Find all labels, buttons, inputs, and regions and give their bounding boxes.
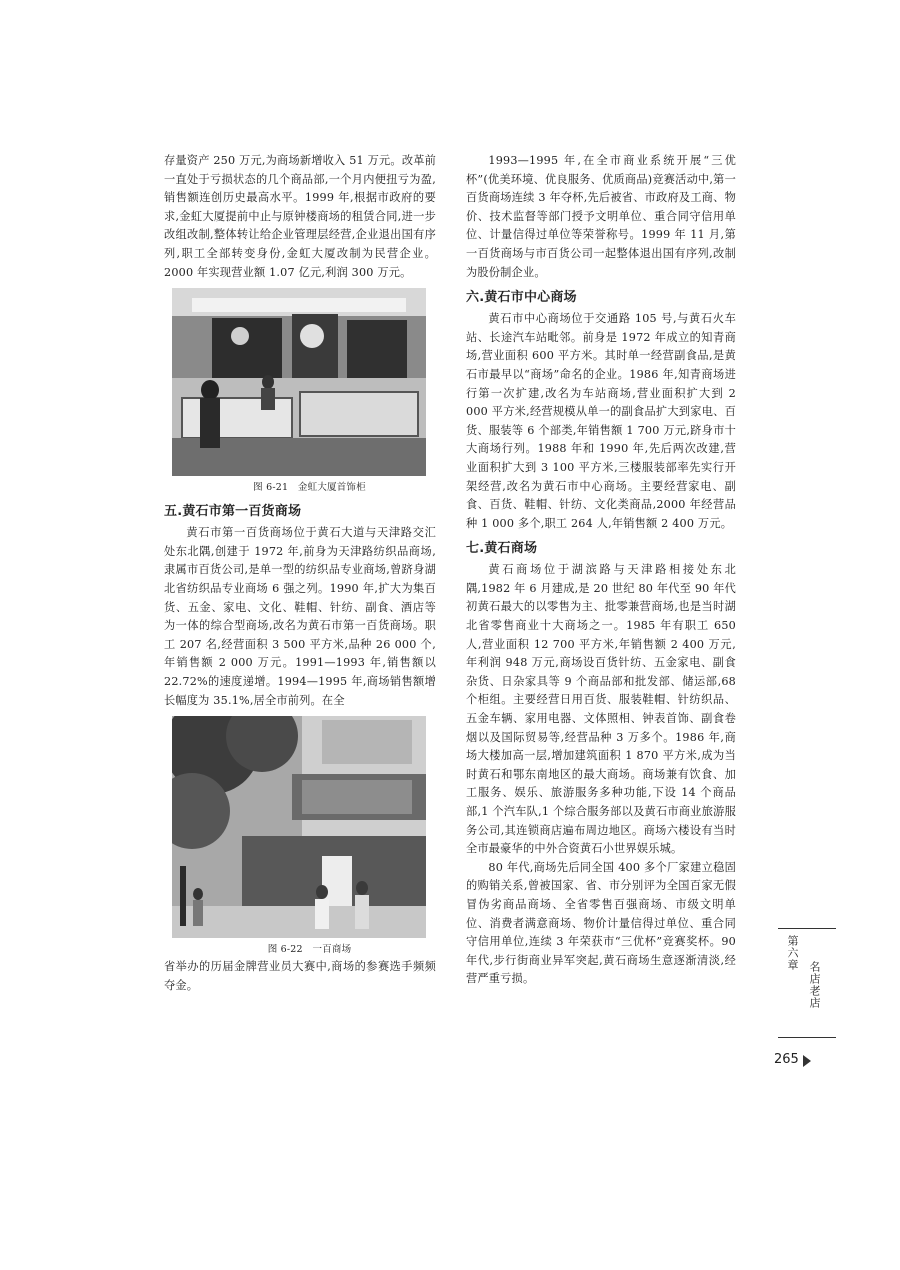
paragraph: 1993—1995 年,在全市商业系统开展“三优杯”(优美环境、优良服务、优质商品)竞赛活动中,第一百货商场连续 3 年夺杯,先后被省、市政府及工商、物价、技术监督等部门授予文明单位、重合同守信用单位、计量信得过单位等荣誉称号。1999 年 11 月,第一百货商场与市百货公司一起整体退出国有序列,改制为股份制企业。: [466, 154, 736, 279]
paragraph: 省举办的历届金牌营业员大赛中,商场的参赛选手频频夺金。: [164, 960, 436, 992]
chapter-topic: 名店老店: [808, 961, 821, 1009]
paragraph: 黄石商场位于湖滨路与天津路相接处东北隅,1982 年 6 月建成,是 20 世纪 80 年代至 90 年代初黄石最大的以零售为主、批零兼营商场,也是当时湖北省零售商业十大商场之一。1985 年有职工 650 人,营业面积 12 700 平方米,年销售额 2 400 万元,年利润 948 万元,商场设百货针纺、五金家电、副食杂货、日杂家具等 9 个商品部和批发部、储运部,68 个柜组。主要经营日用百货、服装鞋帽、针纺织品、五金车辆、家用电器、文体照相、钟表首饰、副食卷烟以及国际贸易等,经营品种 3 万多个。1986 年,商场大楼加高一层,增加建筑面积 1 870 平方米,成为当时黄石和鄂东南地区的最大商场。商场兼有饮食、加工服务、娱乐、旅游服务多种功能,下设 14 个商品部,1 个汽车队,1 个综合服务部以及黄石市商业旅游服务公司,其连锁商店遍布周边地区。商场六楼设有当时全市最豪华的中外合资黄石小世界娱乐城。: [466, 563, 736, 856]
paragraph: 黄石市第一百货商场位于黄石大道与天津路交汇处东北隅,创建于 1972 年,前身为天津路纺织品商场,隶属市百货公司,是单一型的纺织品专业商场,曾跻身湖北省纺织品专业商场 6 强之列。1990 年,扩大为集百货、五金、家电、文化、鞋帽、针纺、副食、酒店等为一体的综合型商场,改名为黄石市第一百货商场。职工 207 名,经营面积 3 500 平方米,品种 26 000 个,年销售额 2 000 万元。1991—1993 年,销售额以 22.72%的速度递增。1994—1995 年,商场销售额增长幅度为 35.1%,居全市前列。在全: [164, 526, 436, 707]
figure-caption: 图 6-21 金虹大厦首饰柜: [253, 482, 366, 494]
section-title: 五.黄石市第一百货商场: [164, 504, 302, 520]
chapter-sidebar: [778, 928, 836, 1038]
page-arrow-icon: [803, 1055, 811, 1067]
page-number: 265: [774, 1052, 799, 1067]
figure-jewelry-counter: [172, 288, 426, 476]
figure-department-store: [172, 716, 426, 938]
paragraph: 80 年代,商场先后同全国 400 多个厂家建立稳固的购销关系,曾被国家、省、市分别评为全国百家无假冒伪劣商品商场、全省零售百强商场、市级文明单位、消费者满意商场、物价计量信得过单位、重合同守信用单位,连续 3 年荣获市“三优杯”竞赛奖杯。90 年代,步行街商业异军突起,黄石商场生意逐渐清淡,经营严重亏损。: [466, 860, 736, 986]
department-store-photo: [172, 716, 426, 938]
left-column: [164, 152, 436, 995]
paragraph: 存量资产 250 万元,为商场新增收入 51 万元。改革前一直处于亏损状态的几个商品部,一个月内便扭亏为盈,销售额连创历史最高水平。1999 年,根据市政府的要求,金虹大厦提前中止与原钟楼商场的租赁合同,进一步改组改制,整体转让给企业管理层经营,企业退出国有序列,职工全部转变身份,金虹大厦改制为民营企业。2000 年实现营业额 1.07 亿元,利润 300 万元。: [164, 154, 436, 279]
section-title: 六.黄石市中心商场: [466, 290, 577, 306]
section-title: 七.黄石商场: [466, 541, 538, 557]
figure-caption: 图 6-22 一百商场: [267, 944, 352, 956]
jewelry-counter-photo: [172, 288, 426, 476]
paragraph: 黄石市中心商场位于交通路 105 号,与黄石火车站、长途汽车站毗邻。前身是 1972 年成立的知青商场,营业面积 600 平方米。其时单一经营副食品,是黄石市最早以“商场”命名的企业。1986 年,知青商场进行第一次扩建,改名为车站商场,营业面积扩大到 2 000 平方米,经营规模从单一的副食品扩大到家电、百货、服装等 6 个部类,年销售额 1 700 万元,跻身市十大商场行列。1988 年和 1990 年,先后两次改建,营业面积扩大到 3 100 平方米,三楼服装部率先实行开架经营,改名为黄石市中心商场。主要经营家电、副食、百货、鞋帽、针纺、文化类商品,2000 年经营品种 1 000 多个,职工 264 人,年销售额 2 400 万元。: [466, 312, 736, 530]
right-column: [466, 152, 736, 989]
chapter-label: 第六章: [786, 935, 799, 971]
